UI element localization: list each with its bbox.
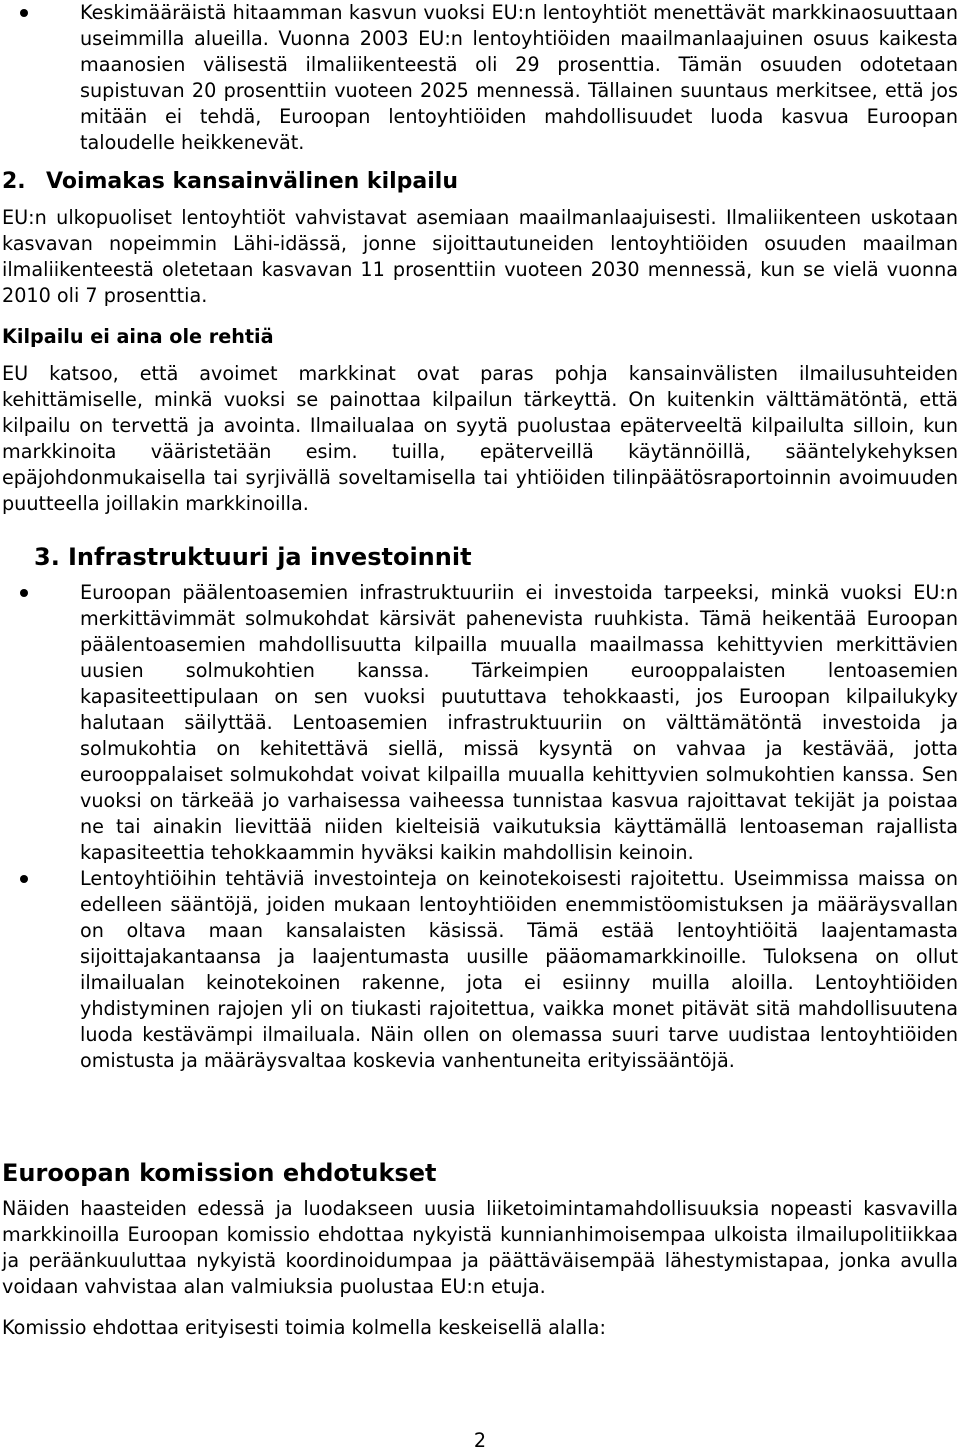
bullet-icon bbox=[20, 875, 28, 883]
page-number: 2 bbox=[473, 1429, 487, 1452]
proposals-heading: Euroopan komission ehdotukset bbox=[2, 1159, 437, 1187]
bullet-icon bbox=[20, 9, 28, 17]
competition-paragraph: EU katsoo, että avoimet markkinat ovat paras pohja kansainvälisten ilmailusuhteiden kehittämiselle, minkä vuoksi se painottaa kilpailun tärkeyttä. On kuitenkin välttämätöntä, että kilpailu on tervettä ja avointa. Ilmailualaa on syytä puolustaa epäterveeltä kilpailulta silloin, kun markkinoita vääristetään esim. tuilla, epäterveillä käytännöillä, sääntelykehyksen epäjohdonmukaisella tai syrjivällä soveltamisella tai yhtiöiden tilinpäätösraportoinnin avoimuuden puutteella joillakin markkinoilla. bbox=[2, 362, 958, 515]
bullet-text: Euroopan päälentoasemien infrastruktuuriin ei investoida tarpeeksi, minkä vuoksi EU:n merkittävimmät solmukohdat kärsivät pahenevista ruuhkista. Tämä heikentää Euroopan päälentoasemien mahdollisuutta kilpailla muualla maailmassa kehittyvien merkittävien uusien solmukohtien kanssa. Tärkeimpien eurooppalaisten lentoasemien kapasiteettipulaan on sen vuoksi puututtava tehokkaasti, jos Euroopan kilpailukyky halutaan säilyttää. Lentoasemien infrastruktuuriin on välttämätöntä investoida ja solmukohtia on kehitettävä siellä, missä kysyntä on vahvaa ja kestävää, jotta eurooppalaiset solmukohdat voivat kilpailla muualla kehittyvien solmukohtien kanssa. Sen vuoksi on tärkeää jo varhaisessa vaiheessa tunnistaa kasvua rajoittavat tekijät ja poistaa ne tai ainakin lievittää niiden kielteisiä vaikutuksia käyttämällä lentoaseman rajallista kapasiteettia tehokkaammin hyväksi kaikin mahdollisin keinoin. bbox=[80, 581, 958, 864]
bullet-text: Lentoyhtiöihin tehtäviä investointeja on keinotekoisesti rajoitettu. Useimmissa maissa on edelleen sääntöjä, joiden mukaan lentoyhtiöiden enemmistöomistuksen ja määräysvallan on oltava maan kansalaisten käsissä. Tämä estää lentoyhtiöitä laajentamasta sijoittajakantaansa ja laajentumasta uusille pääomamarkkinoille. Tuloksena on ollut ilmailualan keinotekoinen rakenne, jota ei esiinny muilla aloilla. Lentoyhtiöiden yhdistyminen rajojen yli on tiukasti rajoitettua, vaikka monet pitävät sitä mahdollisuutena luoda kestävämpi ilmailuala. Näin ollen on olemassa suuri tarve uudistaa lentoyhtiöiden omistusta ja määräysvaltaa koskevia vanhentuneita erityissääntöjä. bbox=[80, 867, 958, 1072]
section-2-heading bbox=[2, 168, 458, 196]
section-3-heading bbox=[34, 541, 472, 573]
proposals-paragraph-2: Komissio ehdottaa erityisesti toimia kolmella keskeisellä alalla: bbox=[2, 1316, 606, 1339]
section-3-number: 3. bbox=[34, 543, 60, 571]
bullet-text: Keskimääräistä hitaamman kasvun vuoksi EU:n lentoyhtiöt menettävät markkinaosuuttaan useimmilla alueilla. Vuonna 2003 EU:n lentoyhtiöiden maailmanlaajuinen osuus kaikesta maanosien välisestä ilmaliikenteestä oli 29 prosenttia. Tämän osuuden odotetaan supistuvan 20 prosenttiin vuoteen 2025 mennessä. Tällainen suuntaus merkitsee, että jos mitään ei tehdä, Euroopan lentoyhtiöiden mahdollisuudet luoda kasvua Euroopan taloudelle heikkenevät. bbox=[80, 1, 958, 154]
section-3-title: Infrastruktuuri ja investoinnit bbox=[68, 543, 472, 571]
competition-subheading: Kilpailu ei aina ole rehtiä bbox=[2, 325, 274, 348]
section-2-title: Voimakas kansainvälinen kilpailu bbox=[46, 169, 458, 194]
section-2-paragraph: EU:n ulkopuoliset lentoyhtiöt vahvistavat asemiaan maailmanlaajuisesti. Ilmaliikenteen uskotaan kasvavan nopeimmin Lähi-idässä, jonne sijoittautuneiden lentoyhtiöiden osuuden maailman ilmaliikenteestä oletetaan kasvavan 11 prosenttiin vuoteen 2030 mennessä, kun se vielä vuonna 2010 oli 7 prosenttia. bbox=[2, 206, 958, 307]
proposals-paragraph-1: Näiden haasteiden edessä ja luodakseen uusia liiketoimintamahdollisuuksia nopeasti kasvavilla markkinoilla Euroopan komissio ehdottaa nykyistä kunnianhimoisempaa ulkoista ilmailupolitiikkaa ja peräänkuuluttaa nykyistä koordinoidumpaa ja päättäväisempää lähestymistapaa, jonka avulla voidaan vahvistaa alan valmiuksia puolustaa EU:n etuja. bbox=[2, 1197, 958, 1298]
bullet-icon bbox=[20, 589, 28, 597]
section-2-number: 2. bbox=[2, 169, 26, 194]
